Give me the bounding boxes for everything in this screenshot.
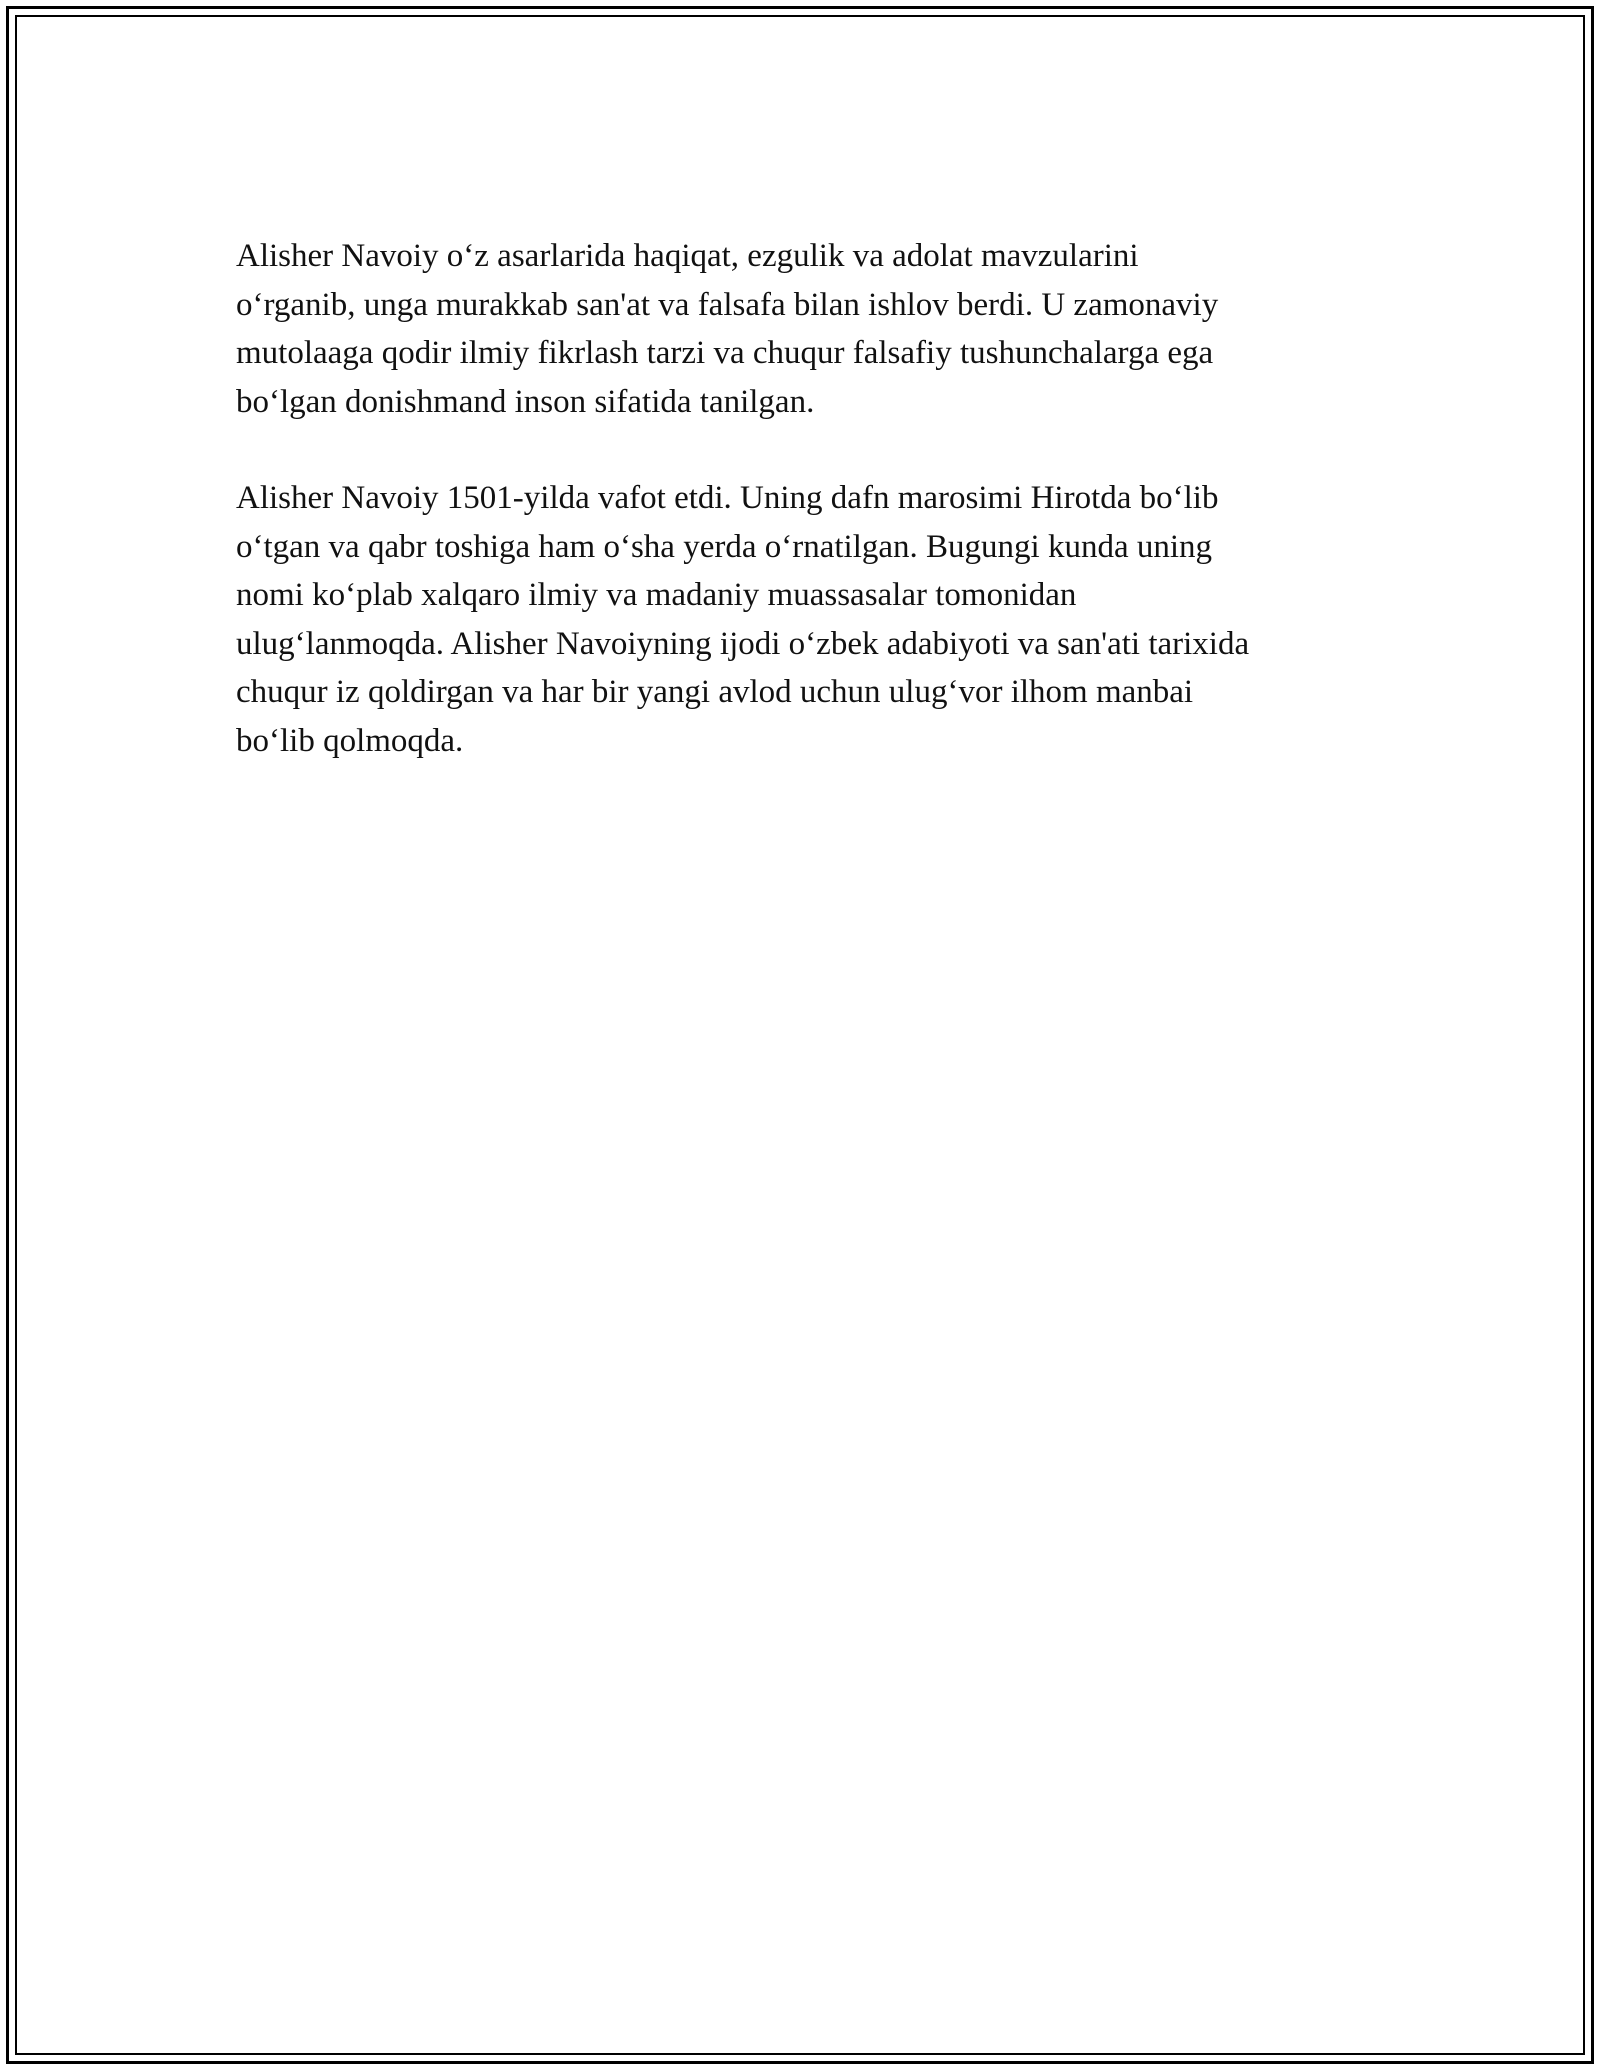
paragraph-1: Alisher Navoiy o‘z asarlarida haqiqat, ezgulik va adolat mavzularini o‘rganib, unga murakkab san'at va falsafa bilan ishlov berdi. U zamonaviy mutolaaga qodir ilmiy fikrlash tarzi va chuqur falsafiy tushunchalarga ega bo‘lgan donishmand inson sifatida tanilgan. (236, 238, 1219, 420)
paragraph-2: Alisher Navoiy 1501-yilda vafot etdi. Uning dafn marosimi Hirotda bo‘lib o‘tgan va qabr toshiga ham o‘sha yerda o‘rnatilgan. Bugungi kunda uning nomi ko‘plab xalqaro ilmiy va madaniy muassasalar tomonidan ulug‘lanmoqda. Alisher Navoiyning ijodi o‘zbek adabiyoti va san'ati tarixida chuqur iz qoldirgan va har bir yangi avlod uchun ulug‘vor ilhom manbai bo‘lib qolmoqda. (236, 480, 1250, 759)
document-body (236, 232, 1396, 813)
